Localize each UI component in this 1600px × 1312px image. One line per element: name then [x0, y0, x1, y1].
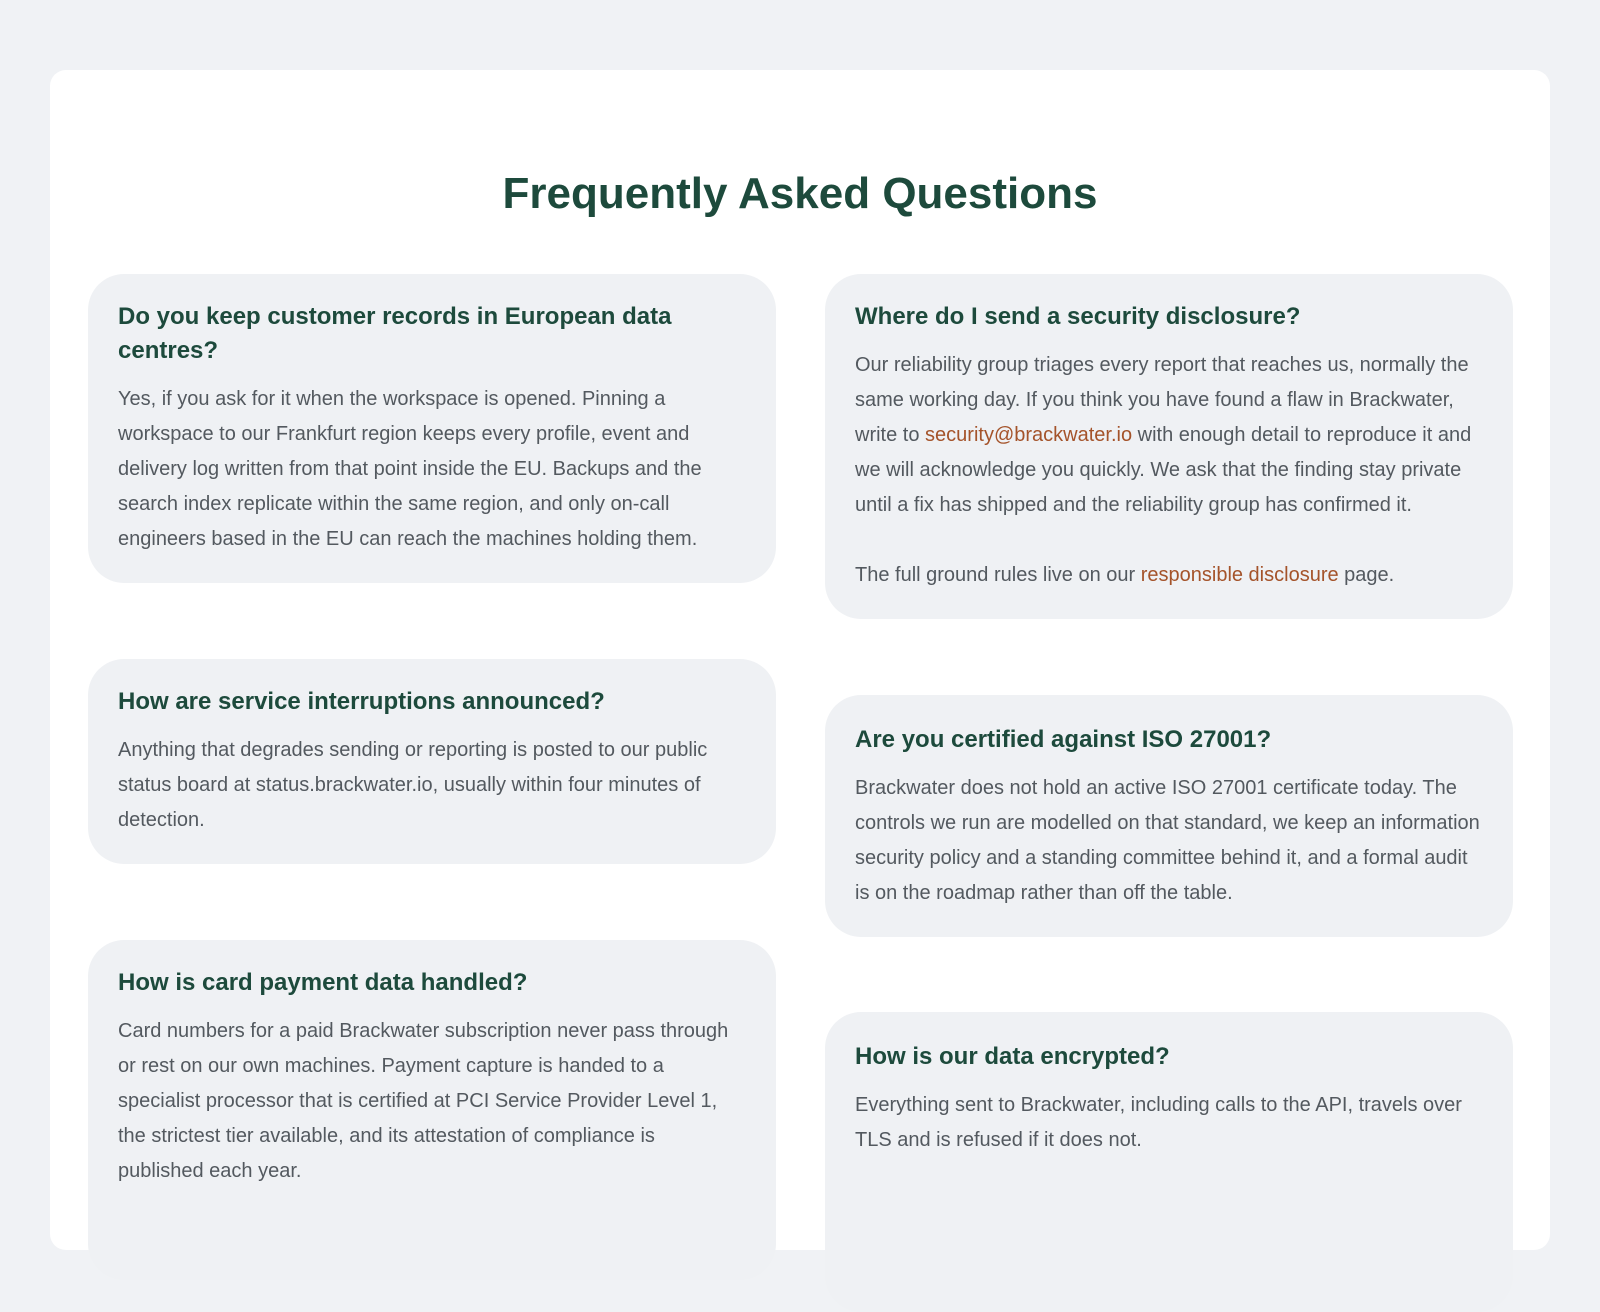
faq-question: Do you keep customer records in European data centres? — [118, 303, 672, 364]
faq-answer — [855, 348, 1483, 523]
faq-answer-rules — [855, 558, 1483, 593]
page-title: Frequently Asked Questions — [502, 169, 1098, 218]
faq-card-iso-27001 — [825, 695, 1513, 937]
answer-text: The full ground rules live on our — [855, 564, 1141, 586]
faq-question: How is our data encrypted? — [855, 1043, 1170, 1070]
faq-question: Are you certified against ISO 27001? — [855, 726, 1272, 753]
faq-card-security-disclosure — [825, 274, 1513, 619]
answer-text: page. — [1338, 564, 1395, 586]
faq-answer: Everything sent to Brackwater, including calls to the API, travels over TLS and is refused if it does not. — [855, 1094, 1462, 1151]
faq-card-encryption — [825, 1012, 1513, 1312]
faq-page — [50, 70, 1550, 1250]
faq-question: How is card payment data handled? — [118, 969, 528, 996]
faq-question: How are service interruptions announced? — [118, 688, 605, 715]
faq-card-service-interruptions — [88, 659, 776, 864]
responsible-disclosure-link[interactable]: responsible disclosure — [1140, 564, 1339, 586]
faq-question: Where do I send a security disclosure? — [855, 303, 1301, 330]
faq-answer: Anything that degrades sending or reporting is posted to our public status board at status.brackwater.io, usually within four minutes of detection. — [118, 739, 708, 831]
faq-card-card-payment — [88, 940, 776, 1280]
faq-answer: Card numbers for a paid Brackwater subscription never pass through or rest on our own machines. Payment capture is handed to a specialist processor that is certified at PCI Service Provider Level 1, the strictest tier available, and its attestation of compliance is published each year. — [118, 1020, 729, 1182]
faq-answer: Yes, if you ask for it when the workspace is opened. Pinning a workspace to our Frankfurt region keeps every profile, event and delivery log written from that point inside the EU. Backups and the search index replicate within the same region, and only on-call engineers based in the EU can reach the machines holding them. — [118, 388, 702, 550]
faq-answer: Brackwater does not hold an active ISO 27001 certificate today. The controls we run are modelled on that standard, we keep an information security policy and a standing committee behind it, and a formal audit is on the roadmap rather than off the table. — [855, 777, 1480, 904]
security-email-link[interactable]: security@brackwater.io — [925, 424, 1133, 446]
answer-text: with enough detail to reproduce it and we will acknowledge you quickly. We ask that the finding stay private until a fix has shipped and the reliability group has confirmed it. — [855, 424, 1472, 516]
faq-card-eu-data — [88, 274, 776, 583]
answer-text: Our reliability group triages every report that reaches us, normally the same working day. If you think you have found a flaw in Brackwater, write to — [855, 354, 1469, 446]
